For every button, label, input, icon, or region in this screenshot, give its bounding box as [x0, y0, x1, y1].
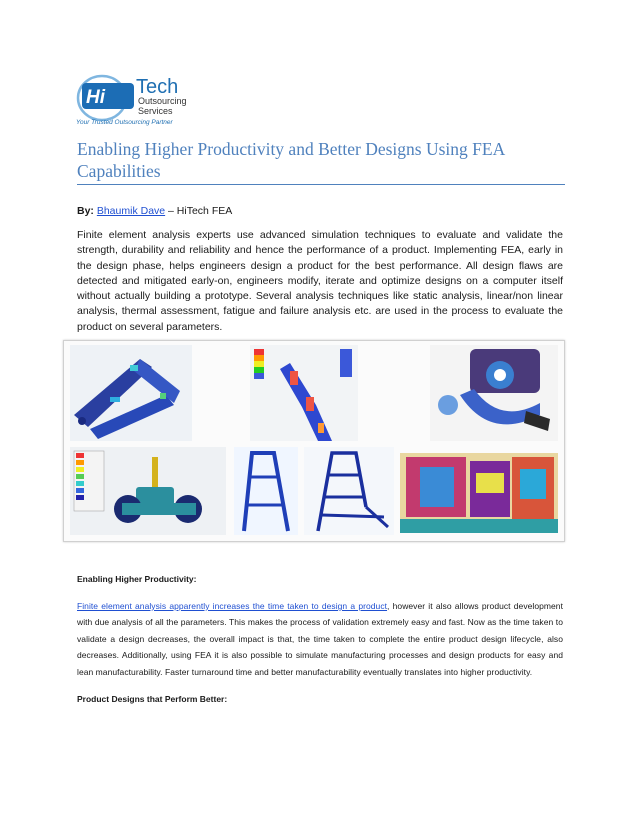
logo-line2: Services — [138, 106, 173, 116]
page-title: Enabling Higher Productivity and Better Designs Using FEA Capabilities — [77, 139, 505, 181]
fea-frame-braced-image — [304, 447, 394, 535]
logo-tagline: Your Trusted Outsourcing Partner — [76, 119, 173, 126]
hitech-logo-mark — [76, 72, 206, 122]
fea-frame-assembly-image — [70, 345, 192, 441]
productivity-paragraph — [77, 598, 563, 680]
fea-valve-assembly — [70, 447, 226, 535]
fea-clamp-component-image — [430, 345, 558, 441]
fea-clamp-component — [430, 345, 558, 441]
fea-frame-blue — [234, 447, 298, 535]
byline-suffix: – HiTech FEA — [168, 205, 233, 217]
intro-paragraph: Finite element analysis experts use advanced simulation techniques to evaluate and validate the strength, durability and reliability and hence the performance of a product. Implementing FEA, early in the design phase, helps engineers design a product for the best performance. All design flaws are detected and mitigated early-on, engineers modify, iterate and optimize designs on a computer itself without actually building a prototype. Several analysis techniques like static analysis, linear/non linear analysis, thermal assessment, fatigue and failure analysis etc. are used in the process to evaluate the product on several parameters. — [77, 229, 563, 333]
section-heading-productivity: Enabling Higher Productivity: — [77, 574, 197, 584]
section-heading-better-designs: Product Designs that Perform Better: — [77, 694, 228, 704]
productivity-paragraph-text: , however it also allows product development with due analysis of all the parameters. This makes the process of validation extremely easy and fast. Now as the time taken to validate a design decreases, the overall impact is that, the time taken to complete the entire product design lifecycle, also decreases. Additionally, using FEA it is also possible to simulate manufacturing processes and design products for easy and lean manufacturability. Faster turnaround time and better manufacturability eventually translates into higher productivity. — [77, 601, 563, 677]
title-divider — [77, 184, 565, 185]
fea-frame-assembly — [70, 345, 192, 441]
logo-hi: Hi — [86, 87, 105, 108]
author-link[interactable]: Bhaumik Dave — [96, 205, 166, 217]
byline-prefix: By: — [77, 205, 94, 217]
logo-line1: Outsourcing — [138, 96, 187, 106]
fea-mold-assembly-image — [400, 453, 558, 533]
fea-mold-assembly — [400, 453, 558, 533]
fea-valve-assembly-image — [70, 447, 226, 535]
fea-contour-bracket-image — [250, 345, 358, 441]
fea-results-figure — [63, 340, 565, 542]
fea-article-link[interactable]: Finite element analysis apparently increases the time taken to design a product — [77, 601, 388, 611]
fea-frame-blue-image — [234, 447, 298, 535]
hitech-logo[interactable] — [76, 72, 206, 128]
fea-frame-braced — [304, 447, 394, 535]
logo-tech: Tech — [136, 76, 179, 98]
fea-contour-bracket — [250, 345, 358, 441]
byline — [77, 205, 232, 217]
